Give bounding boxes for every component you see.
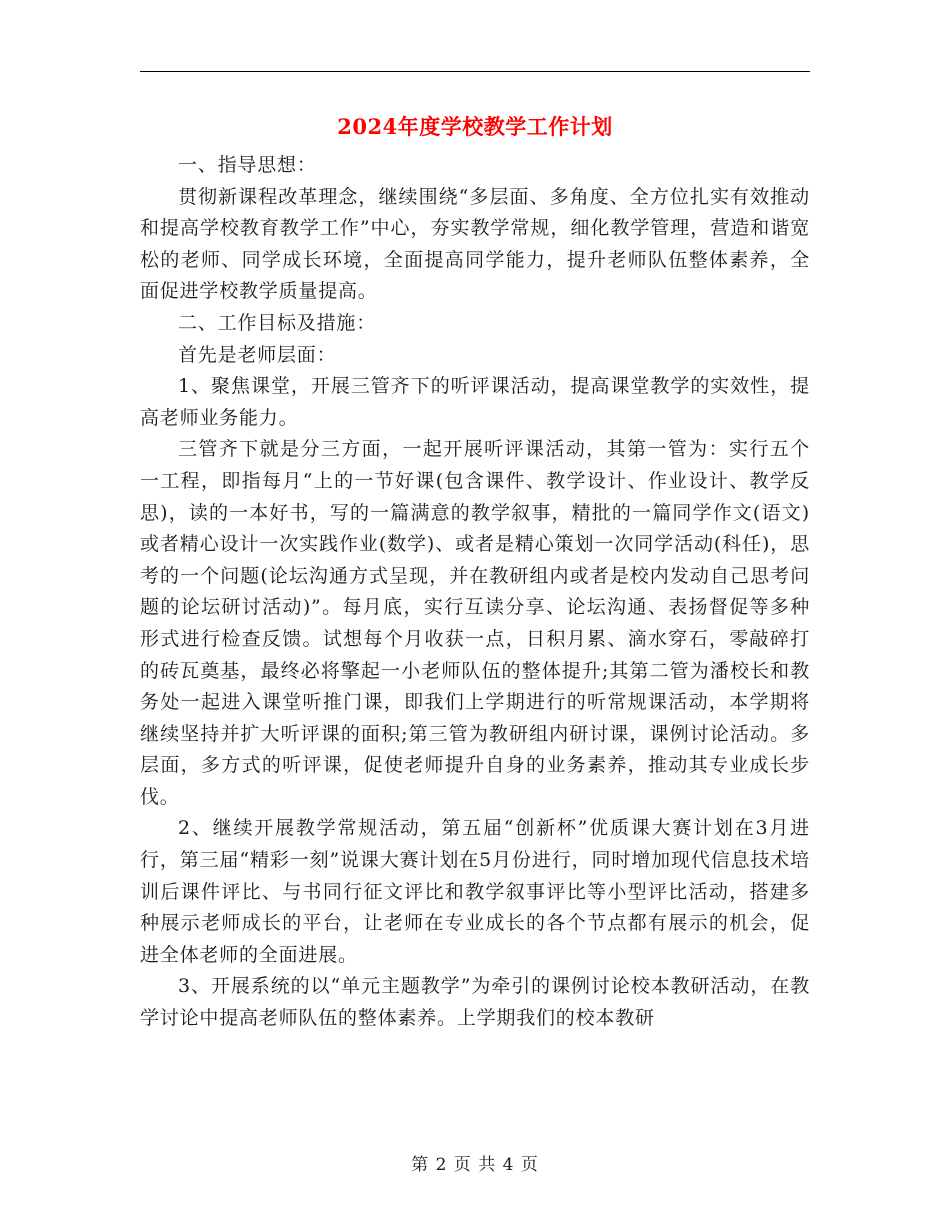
paragraph: 2、继续开展教学常规活动，第五届“创新杯”优质课大赛计划在3月进行，第三届“精彩一刻”说课大赛计划在5月份进行，同时增加现代信息技术培训后课件评比、与书同行征文评比和教学叙事评比等小型评比活动，搭建多种展示老师成长的平台，让老师在专业成长的各个节点都有展示的机会，促进全体老师的全面进展。 — [140, 817, 810, 966]
subheading-teacher-level: 首先是老师层面： — [178, 343, 337, 366]
header-rule — [140, 71, 810, 72]
paragraph: 三管齐下就是分三方面，一起开展听评课活动，其第一管为：实行五个一工程，即指每月“上的一节好课(包含课件、教学设计、作业设计、教学反思)，读的一本好书，写的一篇满意的教学叙事，精批的一篇同学作文(语文)或者精心设计一次实践作业(数学)、或者是精心策划一次同学活动(科任)，思考的一个问题(论坛沟通方式呈现，并在教研组内或者是校内发动自己思考问题的论坛研讨活动)”。每月底，实行互读分享、论坛沟通、表扬督促等多种形式进行检查反馈。试想每个月收获一点，日积月累、滴水穿石，零敲碎打的砖瓦奠基，最终必将擎起一小老师队伍的整体提升;其第二管为潘校长和教务处一起进入课堂听推门课，即我们上学期进行的听常规课活动，本学期将继续坚持并扩大听评课的面积;第三管为教研组内研讨课，课例讨论活动。多层面，多方式的听评课，促使老师提升自身的业务素养，推动其专业成长步伐。 — [140, 438, 810, 808]
section-heading-goals-measures: 二、工作目标及措施： — [178, 311, 377, 334]
document-title: 2024年度学校教学工作计划 — [337, 114, 613, 139]
paragraph: 3、开展系统的以“单元主题教学”为牵引的课例讨论校本教研活动，在教学讨论中提高老师队伍的整体素养。上学期我们的校本教研 — [140, 975, 810, 1030]
document-body — [140, 150, 810, 1035]
paragraph: 1、聚焦课堂，开展三管齐下的听评课活动，提高课堂教学的实效性，提高老师业务能力。 — [140, 375, 810, 429]
page-number-label: 第 2 页 共 4 页 — [411, 1155, 539, 1175]
paragraph: 贯彻新课程改革理念，继续围绕“多层面、多角度、全方位扎实有效推动和提高学校教育教学工作”中心，夯实教学常规，细化教学管理，营造和谐宽松的老师、同学成长环境，全面提高同学能力，提升老师队伍整体素养，全面促进学校教学质量提高。 — [140, 185, 810, 303]
page-footer — [140, 1153, 810, 1177]
section-heading-guiding-thought: 一、指导思想： — [178, 154, 317, 176]
